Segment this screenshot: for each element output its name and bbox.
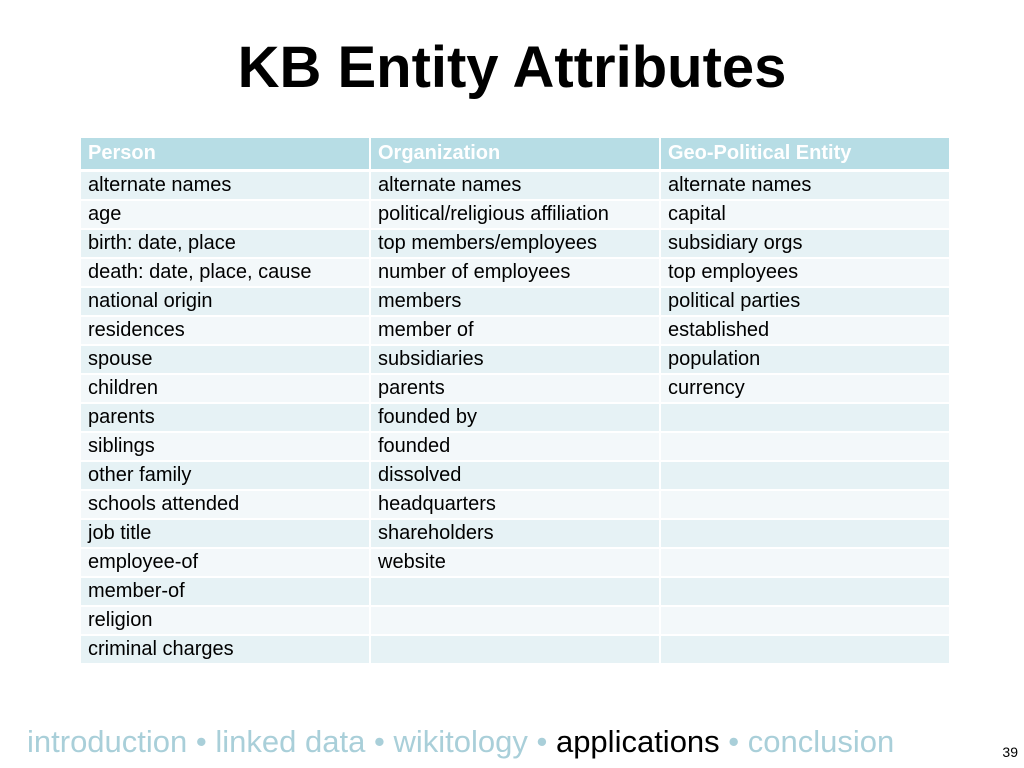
cell-person: birth: date, place (80, 229, 370, 258)
cell-person: criminal charges (80, 635, 370, 664)
nav-separator: • (728, 724, 740, 759)
table-row (80, 171, 950, 201)
cell-organization (370, 577, 660, 606)
cell-organization: alternate names (370, 171, 660, 201)
cell-person: job title (80, 519, 370, 548)
cell-geo-political-entity (660, 461, 950, 490)
nav-separator: • (195, 724, 207, 759)
cell-organization: parents (370, 374, 660, 403)
cell-geo-political-entity (660, 403, 950, 432)
table-row (80, 606, 950, 635)
cell-geo-political-entity (660, 432, 950, 461)
nav-item-applications: applications (555, 724, 720, 759)
cell-organization: founded (370, 432, 660, 461)
table-row (80, 403, 950, 432)
cell-person: residences (80, 316, 370, 345)
page-number: 39 (1002, 744, 1018, 760)
cell-geo-political-entity: political parties (660, 287, 950, 316)
cell-geo-political-entity: subsidiary orgs (660, 229, 950, 258)
table-row (80, 635, 950, 664)
table-row (80, 490, 950, 519)
cell-person: parents (80, 403, 370, 432)
table-row (80, 345, 950, 374)
cell-person: spouse (80, 345, 370, 374)
cell-organization: number of employees (370, 258, 660, 287)
cell-organization: political/religious affiliation (370, 200, 660, 229)
cell-organization: subsidiaries (370, 345, 660, 374)
table-row (80, 258, 950, 287)
slide-title: KB Entity Attributes (237, 35, 787, 100)
cell-person: children (80, 374, 370, 403)
nav-separator: • (373, 724, 385, 759)
table-row (80, 548, 950, 577)
header-organization: Organization (370, 137, 660, 171)
cell-organization (370, 635, 660, 664)
cell-geo-political-entity: population (660, 345, 950, 374)
nav-item-introduction: introduction (27, 724, 188, 759)
cell-organization: members (370, 287, 660, 316)
cell-person: religion (80, 606, 370, 635)
cell-organization: shareholders (370, 519, 660, 548)
table-row (80, 577, 950, 606)
cell-geo-political-entity (660, 577, 950, 606)
table-row (80, 432, 950, 461)
cell-person: other family (80, 461, 370, 490)
cell-geo-political-entity: top employees (660, 258, 950, 287)
table-row (80, 316, 950, 345)
table-row (80, 229, 950, 258)
header-person: Person (80, 137, 370, 171)
cell-geo-political-entity (660, 548, 950, 577)
cell-person: schools attended (80, 490, 370, 519)
cell-organization: top members/employees (370, 229, 660, 258)
cell-geo-political-entity (660, 519, 950, 548)
cell-person: alternate names (80, 171, 370, 201)
cell-organization: member of (370, 316, 660, 345)
nav-separator: • (536, 724, 548, 759)
table-body (80, 171, 950, 665)
cell-geo-political-entity: alternate names (660, 171, 950, 201)
cell-organization: headquarters (370, 490, 660, 519)
cell-person: death: date, place, cause (80, 258, 370, 287)
table-row (80, 374, 950, 403)
cell-person: age (80, 200, 370, 229)
cell-person: national origin (80, 287, 370, 316)
entity-attributes-table (79, 136, 951, 665)
cell-organization: dissolved (370, 461, 660, 490)
cell-geo-political-entity (660, 635, 950, 664)
nav-item-wikitology: wikitology (393, 724, 528, 759)
section-nav (27, 724, 894, 760)
cell-geo-political-entity: capital (660, 200, 950, 229)
table-row (80, 287, 950, 316)
cell-person: member-of (80, 577, 370, 606)
cell-organization (370, 606, 660, 635)
cell-geo-political-entity (660, 606, 950, 635)
cell-geo-political-entity (660, 490, 950, 519)
cell-organization: website (370, 548, 660, 577)
cell-geo-political-entity: established (660, 316, 950, 345)
table-row (80, 461, 950, 490)
nav-item-linked-data: linked data (215, 724, 366, 759)
cell-person: employee-of (80, 548, 370, 577)
cell-person: siblings (80, 432, 370, 461)
nav-item-conclusion: conclusion (747, 724, 895, 759)
cell-organization: founded by (370, 403, 660, 432)
table-row (80, 200, 950, 229)
table-row (80, 519, 950, 548)
header-geo-political-entity: Geo-Political Entity (660, 137, 950, 171)
cell-geo-political-entity: currency (660, 374, 950, 403)
table-header-row (80, 137, 950, 171)
